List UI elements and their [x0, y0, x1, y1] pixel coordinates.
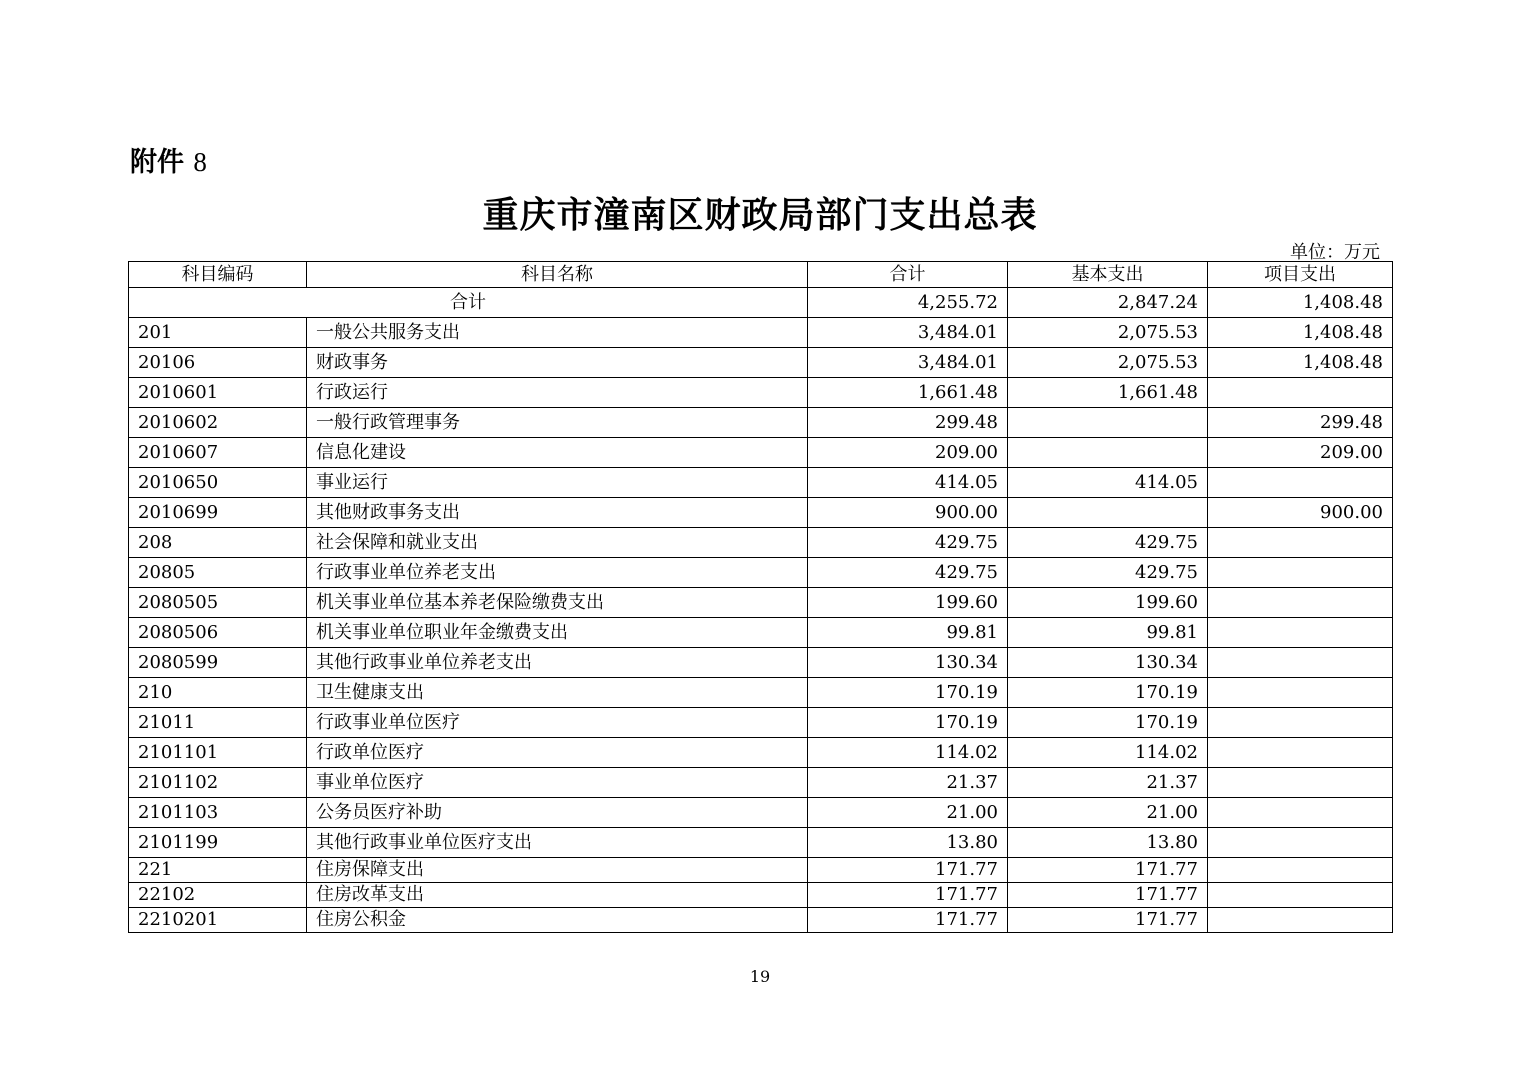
row-project — [1208, 678, 1393, 708]
row-total: 3,484.01 — [808, 318, 1008, 348]
row-name: 社会保障和就业支出 — [307, 528, 808, 558]
header-basic: 基本支出 — [1008, 262, 1208, 288]
row-project — [1208, 798, 1393, 828]
row-code: 2101103 — [129, 798, 307, 828]
row-total: 900.00 — [808, 498, 1008, 528]
table-row — [129, 768, 1393, 798]
table-row — [129, 648, 1393, 678]
table-row — [129, 908, 1393, 933]
row-total: 429.75 — [808, 558, 1008, 588]
table-row — [129, 558, 1393, 588]
table-row — [129, 588, 1393, 618]
header-project: 项目支出 — [1208, 262, 1393, 288]
row-code: 20805 — [129, 558, 307, 588]
row-project — [1208, 618, 1393, 648]
row-project — [1208, 908, 1393, 933]
row-basic: 170.19 — [1008, 678, 1208, 708]
page-number: 19 — [749, 967, 771, 986]
row-code: 2010607 — [129, 438, 307, 468]
row-total: 21.00 — [808, 798, 1008, 828]
row-name: 卫生健康支出 — [307, 678, 808, 708]
total-row — [129, 288, 1393, 318]
row-name: 财政事务 — [307, 348, 808, 378]
row-total: 170.19 — [808, 678, 1008, 708]
row-basic: 1,661.48 — [1008, 378, 1208, 408]
row-code: 2010699 — [129, 498, 307, 528]
row-name: 其他财政事务支出 — [307, 498, 808, 528]
row-basic: 429.75 — [1008, 558, 1208, 588]
row-project — [1208, 468, 1393, 498]
row-code: 20106 — [129, 348, 307, 378]
header-name: 科目名称 — [307, 262, 808, 288]
row-total: 114.02 — [808, 738, 1008, 768]
row-total: 99.81 — [808, 618, 1008, 648]
row-basic: 130.34 — [1008, 648, 1208, 678]
row-total: 21.37 — [808, 768, 1008, 798]
header-total: 合计 — [808, 262, 1008, 288]
total-sum: 4,255.72 — [808, 288, 1008, 318]
row-name: 事业运行 — [307, 468, 808, 498]
row-total: 170.19 — [808, 708, 1008, 738]
row-name: 信息化建设 — [307, 438, 808, 468]
row-name: 住房改革支出 — [307, 883, 808, 908]
attachment-text: 附件 — [130, 147, 184, 178]
row-total: 13.80 — [808, 828, 1008, 858]
row-name: 住房公积金 — [307, 908, 808, 933]
row-project: 299.48 — [1208, 408, 1393, 438]
row-basic: 429.75 — [1008, 528, 1208, 558]
row-basic — [1008, 408, 1208, 438]
table-row — [129, 348, 1393, 378]
row-total: 171.77 — [808, 858, 1008, 883]
attachment-number: 8 — [193, 147, 207, 177]
row-code: 2010601 — [129, 378, 307, 408]
table-row — [129, 828, 1393, 858]
row-name: 一般行政管理事务 — [307, 408, 808, 438]
row-name: 其他行政事业单位养老支出 — [307, 648, 808, 678]
table-row — [129, 318, 1393, 348]
row-code: 2210201 — [129, 908, 307, 933]
row-basic: 171.77 — [1008, 883, 1208, 908]
row-name: 行政运行 — [307, 378, 808, 408]
row-total: 199.60 — [808, 588, 1008, 618]
row-project — [1208, 648, 1393, 678]
table-header-row — [129, 262, 1393, 288]
row-project — [1208, 738, 1393, 768]
row-project: 1,408.48 — [1208, 318, 1393, 348]
row-basic: 99.81 — [1008, 618, 1208, 648]
table-row — [129, 528, 1393, 558]
row-name: 行政事业单位医疗 — [307, 708, 808, 738]
row-basic: 199.60 — [1008, 588, 1208, 618]
row-total: 1,661.48 — [808, 378, 1008, 408]
row-total: 429.75 — [808, 528, 1008, 558]
table-row — [129, 618, 1393, 648]
table-row — [129, 798, 1393, 828]
row-code: 221 — [129, 858, 307, 883]
row-name: 其他行政事业单位医疗支出 — [307, 828, 808, 858]
table-row — [129, 678, 1393, 708]
row-total: 299.48 — [808, 408, 1008, 438]
row-project — [1208, 708, 1393, 738]
row-code: 2080505 — [129, 588, 307, 618]
row-total: 171.77 — [808, 908, 1008, 933]
row-project — [1208, 883, 1393, 908]
row-basic: 114.02 — [1008, 738, 1208, 768]
row-basic: 2,075.53 — [1008, 318, 1208, 348]
row-basic — [1008, 498, 1208, 528]
row-basic: 21.37 — [1008, 768, 1208, 798]
row-project — [1208, 588, 1393, 618]
row-code: 201 — [129, 318, 307, 348]
row-name: 事业单位医疗 — [307, 768, 808, 798]
row-total: 209.00 — [808, 438, 1008, 468]
row-basic: 21.00 — [1008, 798, 1208, 828]
table-row — [129, 498, 1393, 528]
row-basic: 414.05 — [1008, 468, 1208, 498]
page-title: 重庆市潼南区财政局部门支出总表 — [482, 195, 1038, 236]
table-row — [129, 708, 1393, 738]
row-name: 住房保障支出 — [307, 858, 808, 883]
row-project — [1208, 558, 1393, 588]
row-project — [1208, 378, 1393, 408]
table-row — [129, 858, 1393, 883]
table-row — [129, 883, 1393, 908]
total-project: 1,408.48 — [1208, 288, 1393, 318]
row-basic: 171.77 — [1008, 858, 1208, 883]
row-name: 机关事业单位职业年金缴费支出 — [307, 618, 808, 648]
row-project: 900.00 — [1208, 498, 1393, 528]
row-project — [1208, 768, 1393, 798]
row-total: 130.34 — [808, 648, 1008, 678]
row-code: 2101199 — [129, 828, 307, 858]
row-total: 3,484.01 — [808, 348, 1008, 378]
row-project — [1208, 858, 1393, 883]
header-code: 科目编码 — [129, 262, 307, 288]
row-code: 2080599 — [129, 648, 307, 678]
row-name: 机关事业单位基本养老保险缴费支出 — [307, 588, 808, 618]
table-row — [129, 738, 1393, 768]
row-name: 公务员医疗补助 — [307, 798, 808, 828]
row-code: 210 — [129, 678, 307, 708]
row-code: 2010650 — [129, 468, 307, 498]
row-code: 2080506 — [129, 618, 307, 648]
row-name: 行政单位医疗 — [307, 738, 808, 768]
attachment-label — [130, 140, 207, 179]
row-basic: 13.80 — [1008, 828, 1208, 858]
row-code: 208 — [129, 528, 307, 558]
expenditure-table — [128, 261, 1393, 933]
row-total: 171.77 — [808, 883, 1008, 908]
table-row — [129, 408, 1393, 438]
unit-label: 单位：万元 — [1290, 242, 1380, 263]
row-code: 22102 — [129, 883, 307, 908]
row-project: 1,408.48 — [1208, 348, 1393, 378]
table-row — [129, 468, 1393, 498]
row-code: 2101101 — [129, 738, 307, 768]
row-name: 行政事业单位养老支出 — [307, 558, 808, 588]
row-basic: 171.77 — [1008, 908, 1208, 933]
row-name: 一般公共服务支出 — [307, 318, 808, 348]
row-basic: 170.19 — [1008, 708, 1208, 738]
row-code: 21011 — [129, 708, 307, 738]
table-row — [129, 378, 1393, 408]
row-total: 414.05 — [808, 468, 1008, 498]
row-code: 2010602 — [129, 408, 307, 438]
total-label: 合计 — [129, 288, 808, 318]
row-project: 209.00 — [1208, 438, 1393, 468]
total-basic: 2,847.24 — [1008, 288, 1208, 318]
row-basic: 2,075.53 — [1008, 348, 1208, 378]
row-project — [1208, 528, 1393, 558]
row-project — [1208, 828, 1393, 858]
row-basic — [1008, 438, 1208, 468]
row-code: 2101102 — [129, 768, 307, 798]
table-row — [129, 438, 1393, 468]
